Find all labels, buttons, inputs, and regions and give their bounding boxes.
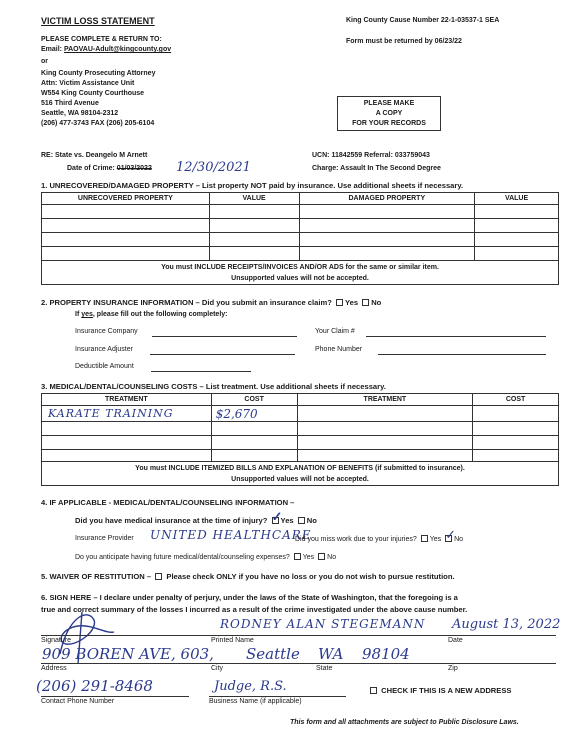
copy-notice-line: PLEASE MAKE: [363, 100, 415, 107]
return-by: Form must be returned by 06/23/22: [346, 38, 462, 45]
address-line: Attn: Victim Assistance Unit: [41, 80, 135, 87]
declaration-line: true and correct summary of the losses I incurred as a result of the crime investigated under the above cause number.: [41, 605, 468, 614]
business-name-label: Business Name (if applicable): [209, 698, 302, 705]
email-label: Email:: [41, 46, 63, 53]
crime-date-line: [67, 165, 152, 172]
table-row: [42, 406, 559, 422]
or-text: or: [41, 58, 48, 65]
no-label: No: [306, 516, 317, 525]
table-cell[interactable]: [299, 247, 475, 261]
section5-waiver: [41, 572, 455, 581]
contact-phone-value[interactable]: (206) 291-8468: [36, 677, 153, 695]
missed-work-yes-checkbox[interactable]: [421, 535, 428, 542]
address-line: [41, 663, 556, 664]
contact-phone-label: Contact Phone Number: [41, 698, 115, 705]
no-label: No: [327, 554, 337, 561]
future-expenses-yes-checkbox[interactable]: [294, 553, 301, 560]
claim-number-label: Your Claim #: [315, 328, 355, 335]
new-address-label: CHECK IF THIS IS A NEW ADDRESS: [381, 686, 512, 695]
table-row: [42, 233, 559, 247]
notice-line: Unsupported values will not be accepted.: [231, 475, 369, 483]
contact-phone-line: [41, 696, 189, 697]
medical-costs-table: [41, 393, 559, 486]
crime-date-handwritten[interactable]: 12/30/2021: [176, 160, 251, 175]
address-line: Seattle, WA 98104-2312: [41, 110, 119, 117]
column-header: UNRECOVERED PROPERTY: [42, 193, 210, 205]
question-text: Do you anticipate having future medical/dental/counseling expenses?: [75, 554, 290, 561]
address-line: W554 King County Courthouse: [41, 90, 145, 97]
date-value[interactable]: August 13, 2022: [452, 617, 561, 632]
section3-heading: 3. MEDICAL/DENTAL/COUNSELING COSTS – List treatment. Use additional sheets if necessary.: [41, 382, 386, 391]
table-row: [42, 247, 559, 261]
state-value[interactable]: WA: [318, 645, 344, 663]
address-value[interactable]: 909 BOREN AVE, 603,: [42, 645, 214, 663]
insurance-no-checkbox[interactable]: [362, 299, 369, 306]
waiver-text: Please check ONLY if you have no loss or you do not wish to pursue restitution.: [166, 572, 455, 581]
table-cell[interactable]: [473, 406, 559, 422]
table-cell[interactable]: [297, 422, 473, 436]
ucn-referral: UCN: 11842559 Referral: 033759043: [312, 152, 430, 159]
section2-question: 2. PROPERTY INSURANCE INFORMATION – Did you submit an insurance claim?: [41, 298, 332, 307]
insurance-provider-value[interactable]: UNITED HEALTHCARE: [150, 528, 312, 542]
copy-notice-line: FOR YOUR RECORDS: [352, 120, 426, 127]
table-cell[interactable]: [299, 219, 475, 233]
table-cell[interactable]: [42, 436, 212, 450]
receipts-notice: [42, 261, 559, 285]
medical-insurance-question: [75, 510, 317, 525]
claim-number-field[interactable]: [366, 336, 546, 337]
bills-notice: [42, 462, 559, 486]
zip-label: Zip: [448, 665, 458, 672]
form-title: VICTIM LOSS STATEMENT: [41, 16, 155, 26]
insurance-adjuster-label: Insurance Adjuster: [75, 346, 133, 353]
table-cell[interactable]: [475, 247, 559, 261]
medical-insurance-yes-checkbox[interactable]: [271, 510, 283, 525]
table-cell[interactable]: [211, 406, 297, 422]
column-header: VALUE: [209, 193, 299, 205]
zip-value[interactable]: 98104: [362, 645, 410, 663]
table-cell[interactable]: [42, 205, 210, 219]
missed-work-question: [295, 528, 464, 543]
table-cell[interactable]: [475, 233, 559, 247]
email-link[interactable]: PAOVAU-Adult@kingcounty.gov: [63, 46, 172, 53]
state-label: State: [316, 665, 333, 672]
section5-heading: 5. WAIVER OF RESTITUTION –: [41, 572, 152, 581]
table-cell[interactable]: [209, 233, 299, 247]
table-cell[interactable]: [473, 422, 559, 436]
email-line: [41, 46, 171, 53]
table-row: [42, 450, 559, 462]
table-cell[interactable]: [42, 219, 210, 233]
copy-notice-line: A COPY: [375, 110, 403, 117]
question-text: Did you miss work due to your injuries?: [295, 536, 417, 543]
copy-notice-box: [337, 96, 441, 131]
table-cell[interactable]: [209, 219, 299, 233]
table-cell[interactable]: [42, 422, 212, 436]
phone-fax: (206) 477-3743 FAX (206) 205-6104: [41, 120, 155, 127]
medical-insurance-no-checkbox[interactable]: [298, 517, 305, 524]
insurance-company-field[interactable]: [152, 336, 297, 337]
signature-line: [41, 635, 556, 636]
column-header: TREATMENT: [42, 394, 212, 406]
signature-label: Signature: [41, 637, 71, 644]
column-header: VALUE: [475, 193, 559, 205]
declaration-line: 6. SIGN HERE – I declare under penalty of perjury, under the laws of the State of Washington, that the foregoing is a: [41, 593, 458, 602]
yes-label: Yes: [280, 516, 294, 525]
cost-entry: $2,670: [215, 406, 258, 421]
cause-number: King County Cause Number 22-1-03537-1 SEA: [346, 17, 500, 24]
charge: Charge: Assault In The Second Degree: [312, 165, 441, 172]
table-cell[interactable]: [211, 422, 297, 436]
column-header: DAMAGED PROPERTY: [299, 193, 475, 205]
table-row: [42, 219, 559, 233]
future-expenses-question: [75, 553, 336, 561]
column-header: COST: [473, 394, 559, 406]
business-name-value[interactable]: Judge, R.S.: [214, 679, 287, 694]
case-re: RE: State vs. Deangelo M Arnett: [41, 152, 148, 159]
phone-number-label: Phone Number: [315, 346, 363, 353]
section1-heading: 1. UNRECOVERED/DAMAGED PROPERTY – List property NOT paid by insurance. Use additional sheets if necessary.: [41, 181, 464, 190]
city-label: City: [211, 665, 224, 672]
table-cell[interactable]: [299, 205, 475, 219]
if-yes-text: If: [75, 311, 82, 318]
yes-label: Yes: [302, 554, 315, 561]
column-header: TREATMENT: [297, 394, 473, 406]
table-cell[interactable]: [42, 233, 210, 247]
waiver-checkbox[interactable]: [155, 573, 162, 580]
table-cell[interactable]: [475, 219, 559, 233]
crime-date-struck: 01/03/2022: [116, 165, 152, 172]
insurance-company-label: Insurance Company: [75, 328, 138, 335]
insurance-yes-checkbox[interactable]: [336, 299, 343, 306]
table-cell[interactable]: [42, 450, 212, 462]
table-cell[interactable]: [209, 205, 299, 219]
table-cell[interactable]: [297, 436, 473, 450]
deductible-label: Deductible Amount: [75, 363, 134, 370]
table-row: [42, 436, 559, 450]
table-cell[interactable]: [42, 247, 210, 261]
yes-label: Yes: [429, 536, 442, 543]
notice-line: You must INCLUDE RECEIPTS/INVOICES AND/OR ADS for the same or similar item.: [161, 263, 439, 271]
new-address-checkbox[interactable]: [370, 687, 377, 694]
table-cell[interactable]: [473, 450, 559, 462]
table-cell[interactable]: [211, 450, 297, 462]
date-label: Date: [448, 637, 463, 644]
notice-line: Unsupported values will not be accepted.: [231, 274, 369, 282]
mailing-address: [41, 69, 155, 129]
address-line: King County Prosecuting Attorney: [41, 70, 156, 77]
treatment-entry: KARATE TRAINING: [48, 407, 174, 420]
if-yes-instruction: [75, 311, 228, 318]
insurance-adjuster-field[interactable]: [150, 354, 295, 355]
public-disclosure-footer: This form and all attachments are subject to Public Disclosure Laws.: [290, 719, 519, 726]
if-yes-text: , please fill out the following completely:: [92, 311, 228, 318]
if-yes-text: yes: [81, 311, 93, 318]
business-name-line: [209, 696, 346, 697]
city-value[interactable]: Seattle: [246, 645, 300, 663]
complete-return-label: PLEASE COMPLETE & RETURN TO:: [41, 36, 162, 43]
table-cell[interactable]: [297, 450, 473, 462]
printed-name-label: Printed Name: [211, 637, 254, 644]
phone-number-field[interactable]: [378, 354, 546, 355]
no-label: No: [371, 298, 382, 307]
table-row: [42, 422, 559, 436]
check-mark-icon: ✓: [445, 528, 457, 543]
address-line: 516 Third Avenue: [41, 100, 99, 107]
table-cell[interactable]: [209, 247, 299, 261]
check-mark-icon: ✓: [271, 510, 283, 525]
notice-line: You must INCLUDE ITEMIZED BILLS AND EXPLANATION OF BENEFITS (if submitted to insurance).: [135, 464, 465, 472]
section4-heading: 4. IF APPLICABLE - MEDICAL/DENTAL/COUNSELING INFORMATION –: [41, 498, 295, 507]
table-cell[interactable]: [475, 205, 559, 219]
future-expenses-no-checkbox[interactable]: [318, 553, 325, 560]
table-cell[interactable]: [42, 406, 212, 422]
no-label: No: [454, 536, 464, 543]
new-address-option: [368, 686, 512, 695]
table-row: [42, 205, 559, 219]
property-table: [41, 192, 559, 285]
address-label: Address: [41, 665, 67, 672]
question-text: Did you have medical insurance at the time of injury?: [75, 516, 268, 525]
deductible-field[interactable]: [151, 371, 251, 372]
table-cell[interactable]: [211, 436, 297, 450]
printed-name-value[interactable]: RODNEY ALAN STEGEMANN: [220, 617, 426, 631]
table-cell[interactable]: [299, 233, 475, 247]
yes-label: Yes: [344, 298, 359, 307]
crime-date-label: Date of Crime:: [67, 165, 115, 172]
section2-heading: [41, 298, 381, 307]
missed-work-no-checkbox[interactable]: [445, 528, 457, 543]
table-cell[interactable]: [473, 436, 559, 450]
column-header: COST: [211, 394, 297, 406]
insurance-provider-label: Insurance Provider: [75, 535, 134, 542]
table-cell[interactable]: [297, 406, 473, 422]
